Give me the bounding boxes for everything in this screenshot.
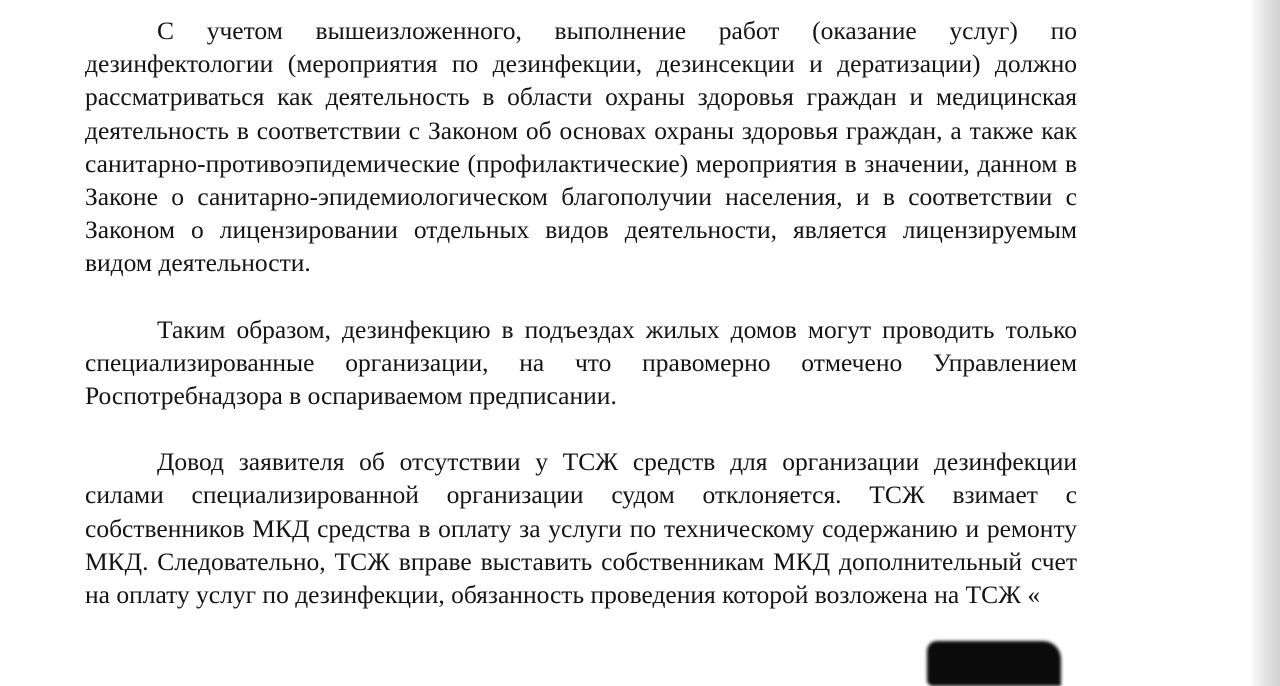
document-body xyxy=(85,14,1077,611)
page-edge-shadow xyxy=(1250,0,1280,686)
paragraph-conclusion-licensing: С учетом вышеизложенного, выполнение работ (оказание услуг) по дезинфектологии (мероприятия по дезинфекции, дезинсекции и дератизации) должно рассматриваться как деятельность в области охраны здоровья граждан и медицинская деятельность в соответствии с Законом об основах охраны здоровья граждан, а также как санитарно-противоэпидемические (профилактические) мероприятия в значении, данном в Законе о санитарно-эпидемиологическом благополучии населения, и в соответствии с Законом о лицензировании отдельных видов деятельности, является лицензируемым видом деятельности. xyxy=(85,16,1077,278)
paragraph-specialized-organizations: Таким образом, дезинфекцию в подъездах жилых домов могут проводить только специализированные организации, на что правомерно отмечено Управлением Роспотребнадзора в оспариваемом предписании. xyxy=(85,314,1077,411)
paragraph-applicant-argument: Довод заявителя об отсутствии у ТСЖ средств для организации дезинфекции силами специализированной организации судом отклоняется. ТСЖ взимает с собственников МКД средства в оплату за услуги по техническому содержанию и ремонту МКД. Следовательно, ТСЖ вправе выставить собственникам МКД дополнительный счет на оплату услуг по дезинфекции, обязанность проведения которой возложена на ТСЖ « xyxy=(85,447,1077,610)
redaction-mark xyxy=(927,641,1061,686)
